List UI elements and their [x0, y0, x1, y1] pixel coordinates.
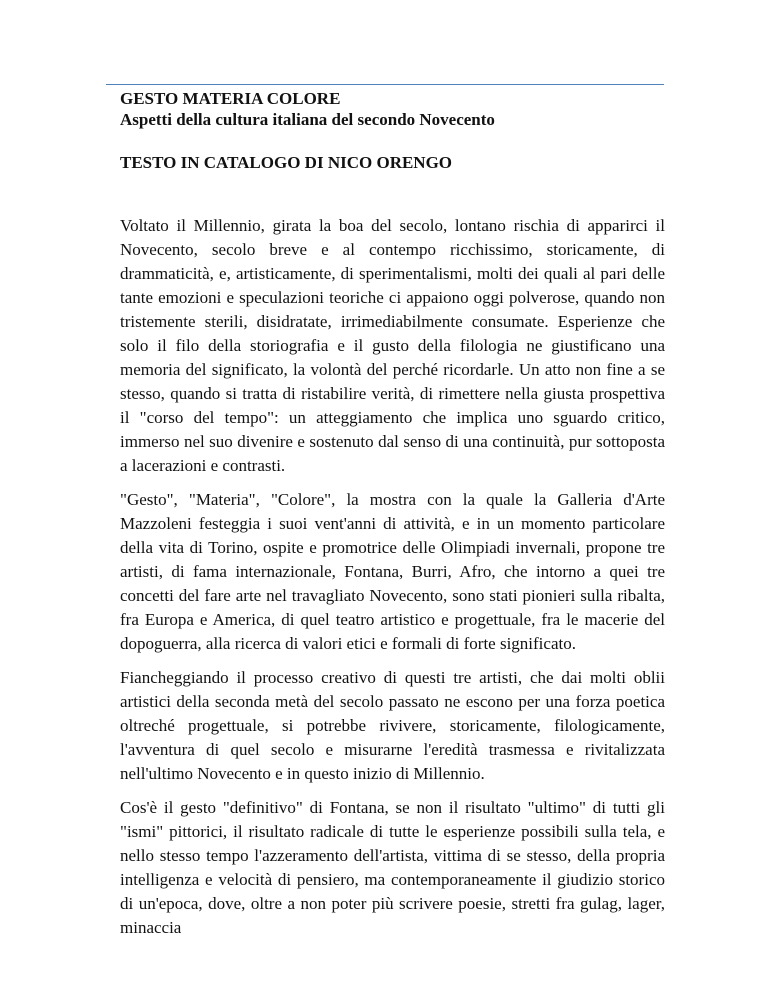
document-subtitle: Aspetti della cultura italiana del secondo Novecento — [120, 110, 495, 129]
header-rule — [106, 84, 664, 85]
paragraph-4: Cos'è il gesto "definitivo" di Fontana, se non il risultato "ultimo" di tutti gli "ismi" pittorici, il risultato radicale di tutte le esperienze possibili sulla tela, e nello stesso tempo l'azzeramento dell'artista, vittima di se stesso, della propria intelligenza e velocità di pensiero, ma contemporaneamente il giudizio storico di un'epoca, dove, oltre a non poter più scrivere poesie, stretti fra gulag, lager, minaccia — [120, 798, 665, 937]
catalog-heading: TESTO IN CATALOGO DI NICO ORENGO — [120, 153, 453, 172]
document-page — [120, 88, 665, 937]
document-title: GESTO MATERIA COLORE — [120, 89, 341, 108]
title-block — [120, 88, 665, 130]
body-text — [120, 214, 665, 937]
paragraph-3: Fiancheggiando il processo creativo di questi tre artisti, che dai molti oblii artistici della seconda metà del secolo passato ne escono per una forza poetica oltreché progettuale, si potrebbe rivivere, storicamente, filologicamente, l'avventura di quel secolo e misurarne l'eredità trasmessa e rivitalizzata nell'ultimo Novecento e in questo inizio di Millennio. — [120, 668, 665, 783]
paragraph-1: Voltato il Millennio, girata la boa del secolo, lontano rischia di apparirci il Novecento, secolo breve e al contempo ricchissimo, storicamente, di drammaticità, e, artisticamente, di sperimentalismi, molti dei quali al pari delle tante emozioni e speculazioni teoriche ci appaiono oggi polverose, quando non tristemente sterili, disidratate, irrimediabilmente consumate. Esperienze che solo il filo della storiografia e il gusto della filologia ne giustificano una memoria del significato, la volontà del perché ricordarle. Un atto non fine a se stesso, quando si tratta di ristabilire verità, di rimettere nella giusta prospettiva il "corso del tempo": un atteggiamento che implica uno sguardo critico, immerso nel suo divenire e sostenuto dal senso di una continuità, pur sottoposta a lacerazioni e contrasti. — [120, 216, 665, 475]
paragraph-2: "Gesto", "Materia", "Colore", la mostra con la quale la Galleria d'Arte Mazzoleni festeggia i suoi vent'anni di attività, e in un momento particolare della vita di Torino, ospite e promotrice delle Olimpiadi invernali, propone tre artisti, di fama internazionale, Fontana, Burri, Afro, che intorno a quei tre concetti del fare arte nel travagliato Novecento, sono stati pionieri sulla ribalta, fra Europa e America, di quel teatro artistico e progettuale, fra le macerie del dopoguerra, alla ricerca di valori etici e formali di forte significato. — [120, 490, 665, 653]
